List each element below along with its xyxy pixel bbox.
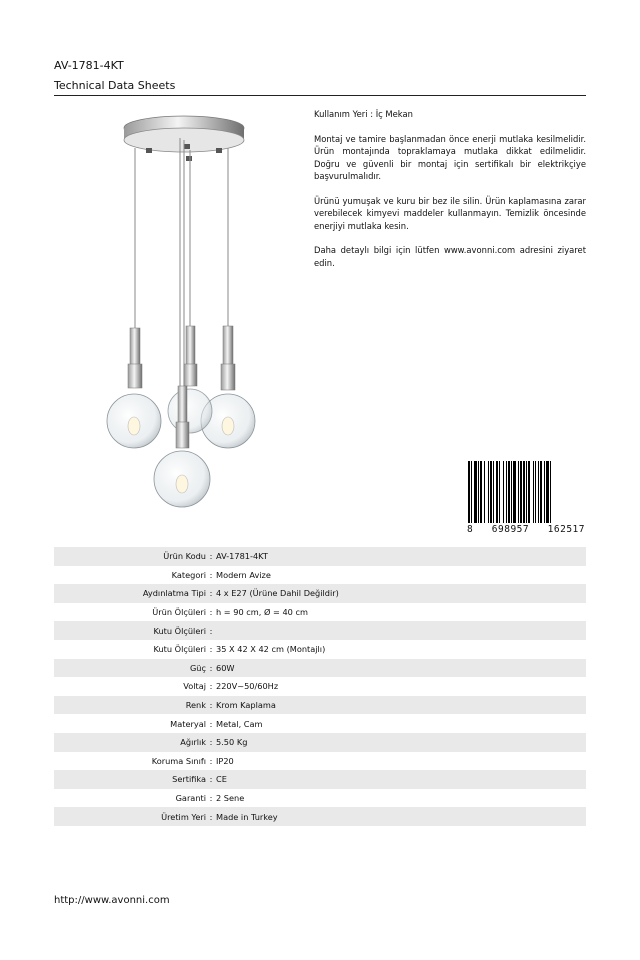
spec-label: Üretim Yeri xyxy=(161,811,206,822)
spec-row xyxy=(54,547,586,566)
barcode-bar xyxy=(499,461,500,523)
spec-separator: : xyxy=(209,625,213,636)
spec-row xyxy=(54,807,586,826)
barcode-bar xyxy=(490,461,492,523)
spec-separator: : xyxy=(209,607,213,618)
barcode-bar xyxy=(513,461,516,523)
spec-label: Ağırlık xyxy=(180,737,206,748)
spec-row xyxy=(54,714,586,733)
spec-label: Garanti xyxy=(175,793,206,804)
spec-label: Ürün Kodu xyxy=(163,551,206,562)
spec-label: Koruma Sınıfı xyxy=(151,755,206,766)
doc-type-subtitle: Technical Data Sheets xyxy=(54,79,176,92)
spec-label: Renk xyxy=(185,700,206,711)
spec-row xyxy=(54,640,586,659)
spec-row xyxy=(54,752,586,771)
barcode-bar xyxy=(484,461,485,523)
barcode-bar xyxy=(550,461,551,523)
spec-label: Sertifika xyxy=(172,774,206,785)
barcode-bar xyxy=(488,461,489,523)
spec-label: Kutu Ölçüleri xyxy=(153,625,206,636)
spec-separator: : xyxy=(209,681,213,692)
spec-separator: : xyxy=(209,700,213,711)
spec-row xyxy=(54,770,586,789)
spec-value: 220V~50/60Hz xyxy=(216,681,279,692)
spec-label: Güç xyxy=(189,662,206,673)
barcode-bar xyxy=(480,461,482,523)
header-divider xyxy=(54,95,586,96)
barcode-number xyxy=(467,524,585,535)
spec-separator: : xyxy=(209,551,213,562)
spec-value: 4 x E27 (Ürüne Dahil Değildir) xyxy=(216,588,339,599)
spec-value: 2 Sene xyxy=(216,793,245,804)
barcode-bar xyxy=(533,461,534,523)
spec-label: Materyal xyxy=(170,718,206,729)
spec-separator: : xyxy=(209,588,213,599)
barcode-bar xyxy=(518,461,519,523)
spec-separator: : xyxy=(209,774,213,785)
barcode-bar xyxy=(546,461,549,523)
barcode-group-2: 162517 xyxy=(547,524,585,535)
spec-separator: : xyxy=(209,737,213,748)
spec-row xyxy=(54,789,586,808)
spec-value: 5.50 Kg xyxy=(216,737,248,748)
pendant-right xyxy=(201,326,255,448)
spec-row xyxy=(54,566,586,585)
barcode-bar xyxy=(520,461,522,523)
spec-value: IP20 xyxy=(216,755,234,766)
spec-row xyxy=(54,659,586,678)
barcode-bar xyxy=(471,461,472,523)
barcode-bar xyxy=(508,461,510,523)
spec-label: Ürün Ölçüleri xyxy=(152,607,206,618)
barcode-bar xyxy=(535,461,536,523)
barcode-bar xyxy=(538,461,539,523)
barcode xyxy=(467,461,585,535)
spec-value: h = 90 cm, Ø = 40 cm xyxy=(216,607,308,618)
pendant-left xyxy=(107,328,161,448)
barcode-bar xyxy=(493,461,494,523)
pendant-back xyxy=(168,326,212,433)
product-image xyxy=(100,108,270,508)
barcode-bar xyxy=(544,461,545,523)
safety-note: Montaj ve tamire başlanmadan önce enerji mutlaka kesilmelidir. Ürün montajında topraklamaya mutlaka dikkat edilmelidir. Doğru ve güvenli bir montaj için sertifikalı bir elektrikçiye başvurulmalıdır. xyxy=(314,133,586,181)
barcode-bar xyxy=(540,461,542,523)
barcode-bar xyxy=(478,461,479,523)
barcode-bar xyxy=(526,461,527,523)
barcode-bar xyxy=(506,461,507,523)
spec-separator: : xyxy=(209,718,213,729)
spec-table xyxy=(54,547,586,826)
barcode-bar xyxy=(496,461,498,523)
spec-separator: : xyxy=(209,644,213,655)
barcode-bars xyxy=(467,461,585,523)
barcode-bar xyxy=(523,461,525,523)
spec-label: Aydınlatma Tipi xyxy=(142,588,206,599)
spec-value: Metal, Cam xyxy=(216,718,263,729)
spec-label: Kategori xyxy=(171,569,206,580)
spec-value: 60W xyxy=(216,662,235,673)
spec-separator: : xyxy=(209,755,213,766)
website-note: Daha detaylı bilgi için lütfen www.avonni.com adresini ziyaret edin. xyxy=(314,245,586,268)
cleaning-note: Ürünü yumuşak ve kuru bir bez ile silin. Ürün kaplamasına zarar verebilecek kimyevi maddeler kullanmayın. Temizlik öncesinde enerjiyi mutlaka kesin. xyxy=(314,195,586,231)
spec-row xyxy=(54,603,586,622)
spec-value: 35 X 42 X 42 cm (Montajlı) xyxy=(216,644,326,655)
spec-row xyxy=(54,584,586,603)
usage-location: Kullanım Yeri : İç Mekan xyxy=(314,109,413,119)
barcode-first-digit: 8 xyxy=(467,524,474,535)
spec-row xyxy=(54,677,586,696)
document-header xyxy=(54,59,175,93)
spec-row xyxy=(54,733,586,752)
spec-value: CE xyxy=(216,774,227,785)
spec-value: Krom Kaplama xyxy=(216,700,276,711)
barcode-bar xyxy=(511,461,512,523)
barcode-group-1: 698957 xyxy=(491,524,530,535)
barcode-bar xyxy=(503,461,504,523)
spec-separator: : xyxy=(209,811,213,822)
spec-value: Modern Avize xyxy=(216,569,271,580)
footer-website[interactable]: http://www.avonni.com xyxy=(54,895,170,906)
spec-label: Kutu Ölçüleri xyxy=(153,644,206,655)
spec-value: AV-1781-4KT xyxy=(216,551,268,562)
spec-row xyxy=(54,696,586,715)
barcode-bar xyxy=(528,461,530,523)
spec-row xyxy=(54,621,586,640)
spec-label: Voltaj xyxy=(183,681,206,692)
spec-separator: : xyxy=(209,569,213,580)
barcode-bar xyxy=(468,461,470,523)
usage-info xyxy=(314,108,586,281)
spec-value: Made in Turkey xyxy=(216,811,278,822)
spec-separator: : xyxy=(209,793,213,804)
suspension-cords xyxy=(135,138,228,386)
product-code-title: AV-1781-4KT xyxy=(54,59,124,72)
spec-separator: : xyxy=(209,662,213,673)
barcode-bar xyxy=(474,461,477,523)
